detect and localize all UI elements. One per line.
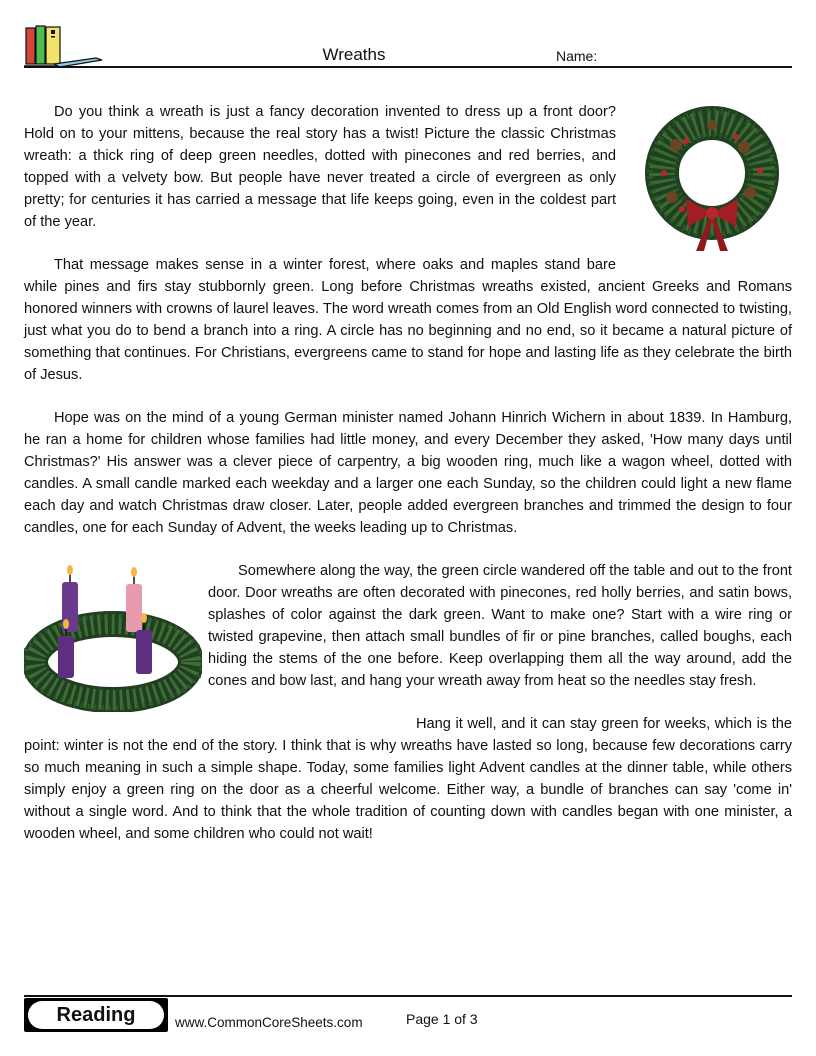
paragraph-3: Hope was on the mind of a young German minister named Johann Hinrich Wichern in about 1839. In Hamburg, he ran a home for children whose families had little money, and every December they asked, 'How many days until Christmas?' His answer was a clever piece of carpentry, a big wooden ring, much like a wagon wheel, dotted with candles. A small candle marked each weekday and a larger one each Sunday, so the children could light a new flame each day and watch Christmas draw closer. Later, people added evergreen branches and trimmed the design to four candles, one for each Sunday of Advent, the weeks leading up to Christmas. [24, 410, 792, 536]
image-spacer [208, 713, 386, 721]
christmas-wreath-image [632, 101, 792, 265]
site-url: www.CommonCoreSheets.com [175, 1015, 363, 1030]
paragraph-5: Hang it well, and it can stay green for weeks, which is the point: winter is not the end of the story. I think that is why wreaths have lasted so long, because few decorations carry so much meaning in such a simple shape. Today, some families light Advent candles at the dinner table, while others simply enjoy a green ring on the door as a cheerful welcome. Either way, a bundle of branches can say 'come in' without a single word. And to think that the whole tradition of counting down with candles began with one minister, a wooden wheel, and some children who could not wait! [24, 716, 792, 842]
name-label: Name: [556, 48, 598, 64]
paragraph-4: Somewhere along the way, the green circle wandered off the table and out to the front door. Door wreaths are often decorated with pinecones, red holly berries, and satin bows, splashes of color against the dark green. Want to make one? Start with a wire ring or twisted grapevine, then attach small bundles of fir or pine branches, called boughs, each hiding the stems of the one before. Keep overlapping them all the way around, add the cones and bow last, and hang your wreath away from heat so the needles stay fresh. [208, 563, 792, 689]
advent-wreath-image [24, 562, 202, 712]
footer-divider [24, 995, 792, 997]
page-header [24, 22, 792, 70]
paragraph-2: That message makes sense in a winter forest, where oaks and maples stand bare while pines and firs stay stubbornly green. Long before Christmas wreaths existed, ancient Greeks and Romans honored winners with crowns of laurel leaves. The word wreath comes from an Old English word connected to twisting, just what you do to bend a branch into a ring. A circle has no beginning and no end, so it became a natural picture of something that continues. For Christians, evergreens came to stand for hope and lasting life as they celebrate the birth of Jesus. [24, 257, 792, 383]
subject-badge-label: Reading [28, 1001, 164, 1029]
header-divider [24, 66, 792, 68]
paragraph-1: Do you think a wreath is just a fancy decoration invented to dress up a front door? Hold on to your mittens, because the real story has a twist! Picture the classic Christmas wreath: a thick ring of deep green needles, dotted with pinecones and red berries, and topped with a velvety bow. But people have never treated a circle of evergreen as only pretty; for centuries it has carried a message that life keeps going, even in the coldest part of the year. [24, 104, 616, 230]
subject-badge [24, 998, 168, 1032]
page-number: Page 1 of 3 [406, 1011, 478, 1027]
page-title: Wreaths [322, 45, 386, 64]
article-body [24, 101, 792, 866]
